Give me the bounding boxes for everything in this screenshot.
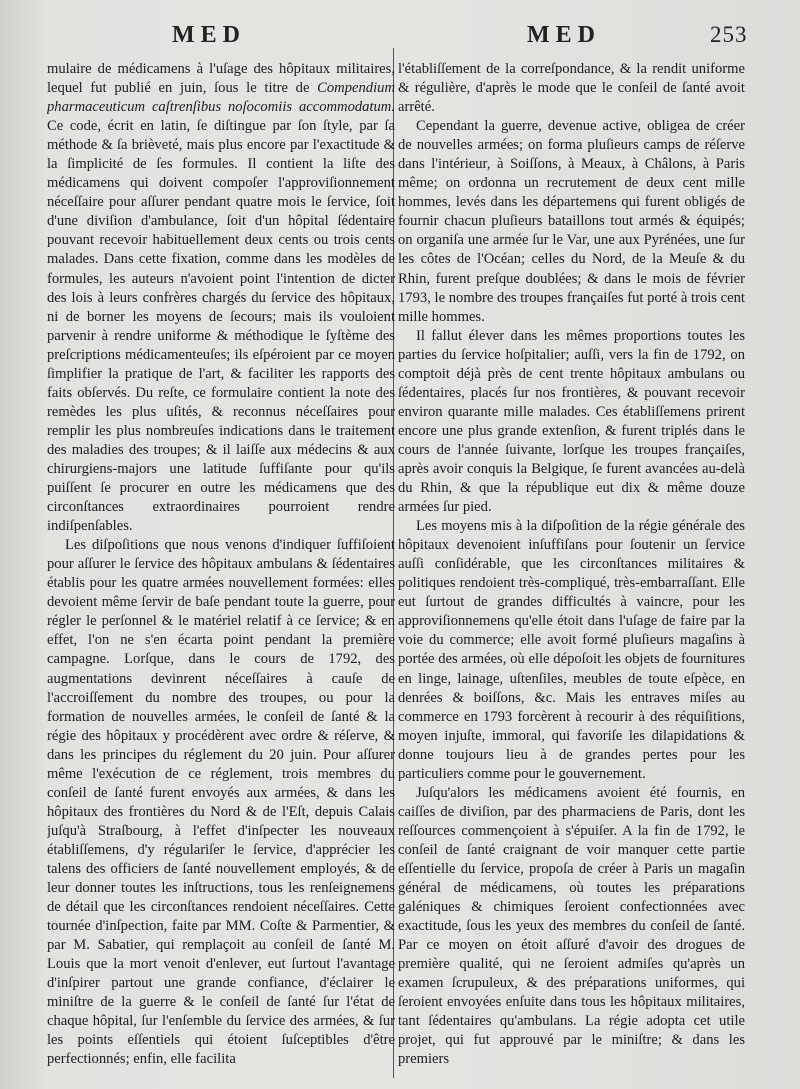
book-title: Compendium pharmaceuticum caſtrenſibus noſocomiis accommodatum. (47, 80, 395, 116)
right-column (398, 60, 745, 1080)
paragraph (47, 60, 395, 536)
running-head-left: MED (172, 22, 246, 48)
paragraph: Les diſpoſitions que nous venons d'indiquer ſuffiſoient pour aſſurer le ſervice des hôpitaux ambulans & ſédentaires établis pour les quatre armées nouvellement formées: elles devoient même ſervir de baſe pendant toute la guerre, pour régler le perſonnel & le matériel relatif à ce ſervice; & en effet, l'on ne s'en écarta point pendant la première campagne. Lorſque, dans le cours de 1792, des augmentations devinrent néceſſaires à cauſe de l'accroiſſement du nombre des troupes, ou pour la formation de nouvelles armées, le conſeil de ſanté & la régie des hôpitaux y procédèrent avec ordre & réſerve, & dans les principes du réglement du 20 juin. Pour aſſurer même l'exécution de ce réglement, trois membres du conſeil de ſanté furent envoyés aux armées, & dans les hôpitaux des frontières du Nord & de l'Eſt, depuis Calais juſqu'à Straſbourg, à l'effet d'inſpecter les nouveaux établiſſemens, d'y régulariſer le ſervice, d'apprécier les talens des officiers de ſanté nouvellement employés, & de leur donner toutes les inſtructions, tous les renſeignemens de détail que les circonſtances rendoient néceſſaires. Cette tournée d'inſpection, faite par MM. Coſte & Parmentier, & par M. Sabatier, qui remplaçoit au conſeil de ſanté M. Louis que la mort venoit d'enlever, eut ſurtout l'avantage d'inſpirer partout une grande confiance, d'éclairer le miniſtre de la guerre & le conſeil de ſanté ſur l'état de chaque hôpital, ſur l'enſemble du ſervice des armées, & ſur les points eſſentiels qui étoient ſuſceptibles d'être perfectionnés; enfin, elle facilita (47, 537, 395, 1068)
paragraph: Cependant la guerre, devenue active, obligea de créer de nouvelles armées; on forma pluſieurs camps de réſerve dans l'intérieur, à Soiſſons, à Meaux, à Châlons, à Paris même; on ordonna un recrutement de deux cent mille hommes, levés dans les départemens qui furent obligés de fournir chacun pluſieurs bataillons tout armés & équipés; on organiſa une armée ſur le Var, une aux Pyrénées, une ſur les côtes de l'Océan; celles du Nord, de la Meuſe & du Rhin, furent preſque doublées; & dans le mois de février 1793, le nombre des troupes françaiſes fut porté à trois cent mille hommes. (398, 118, 745, 325)
page-number: 253 (710, 22, 748, 47)
left-column (47, 60, 395, 1080)
paragraph-text: Ce code, écrit en latin, ſe diſtingue par ſon ſtyle, par ſa méthode & ſa brièveté, mais plus encore par l'exactitude & la ſimplicité de ſes formules. Il contient la liſte des médicamens qui doivent compoſer l'approviſionnement néceſſaire pour aſſurer pendant quatre mois le ſervice, ſoit d'une diviſion d'ambulance, ſoit d'un hôpital ſédentaire pouvant recevoir habituellement deux cents ou trois cents malades. Dans cette fixation, comme dans les modèles de formules, les auteurs n'avoient point l'intention de dicter des lois à leurs confrères chargés du ſervice des hôpitaux, ni de borner les moyens de ſecours; mais ils vouloient parvenir à rendre uniforme & méthodique le ſyſtème des preſcriptions médicamenteuſes; ils eſpéroient par ce moyen ſimplifier la pratique de l'art, & faciliter les rapports des faits obſervés. Du reſte, ce formulaire contient la note des remèdes les plus uſités, & reconnus néceſſaires pour remplir les plus nombreuſes indications dans le traitement des maladies des troupes; & il laiſſe aux médecins & aux chirurgiens-majors une latitude ſuffiſante pour qu'ils puiſſent ſe procurer en outre les médicamens que des circonſtances extraordinaires pourroient rendre indiſpenſables. (47, 118, 395, 535)
paragraph-text: mulaire de médicamens à l'uſage des hôpitaux militaires, lequel fut publié en juin, ſous le titre de (47, 61, 395, 97)
running-head-right: MED (527, 22, 601, 48)
paragraph: l'établiſſement de la correſpondance, & la rendit uniforme & régulière, d'après le mode que le conſeil de ſanté avoit arrêté. (398, 61, 745, 116)
paragraph: Il fallut élever dans les mêmes proportions toutes les parties du ſervice hoſpitalier; auſſi, vers la fin de 1792, on comptoit déjà près de cent trente hôpitaux ambulans ou ſédentaires, placés ſur nos frontières, & pouvant recevoir environ quarante mille malades. Ces établiſſemens prirent encore une plus grande extenſion, & furent triplés dans le cours de l'année ſuivante, lorſque les troupes françaiſes, après avoir conquis la Belgique, ſe furent avancées au-delà du Rhin, & que la république eut dix & même douze armées ſur pied. (398, 327, 745, 516)
paragraph: Les moyens mis à la diſpoſition de la régie générale des hôpitaux devenoient inſuffiſans pour ſoutenir un ſervice auſſi conſidérable, que les circonſtances militaires & politiques rendoient très-compliqué, très-embarraſſant. Elle eut ſurtout de grandes difficultés à vaincre, pour les approviſionnemens qu'elle étoit dans l'uſage de faire par la voie du commerce; elle avoit formé pluſieurs magaſins à portée des armées, où elle dépoſoit les objets de fournitures en linge, lainage, uſtenſiles, meubles de toute eſpèce, en denrées & boiſſons, &c. Mais les entraves miſes au commerce en 1793 forcèrent à recourir à des réquiſitions, moyen injuſte, immoral, qui favoriſe les dilapidations & donne toujours lieu à de grandes pertes pour les particuliers comme pour le gouvernement. (398, 518, 745, 782)
paragraph: Juſqu'alors les médicamens avoient été fournis, en caiſſes de diviſion, par des pharmaciens de Paris, dont les reſſources commençoient à s'épuiſer. A la fin de 1792, le conſeil de ſanté craignant de voir manquer cette partie eſſentielle du ſervice, propoſa de créer à Paris un magaſin général de médicamens, où toutes les préparations galéniques & chimiques ſeroient confectionnées avec exactitude, ſous les yeux des membres du conſeil de ſanté. Par ce moyen on étoit aſſuré d'avoir des drogues de première qualité, qui ne ſeroient admiſes qu'après un examen ſcrupuleux, & des préparations uniformes, qui ſeroient envoyées enſuite dans tous les hôpitaux militaires, tant ſédentaires qu'ambulans. La régie adopta cet utile projet, qui fut approuvé par le miniſtre; & dans les premiers (398, 784, 745, 1068)
